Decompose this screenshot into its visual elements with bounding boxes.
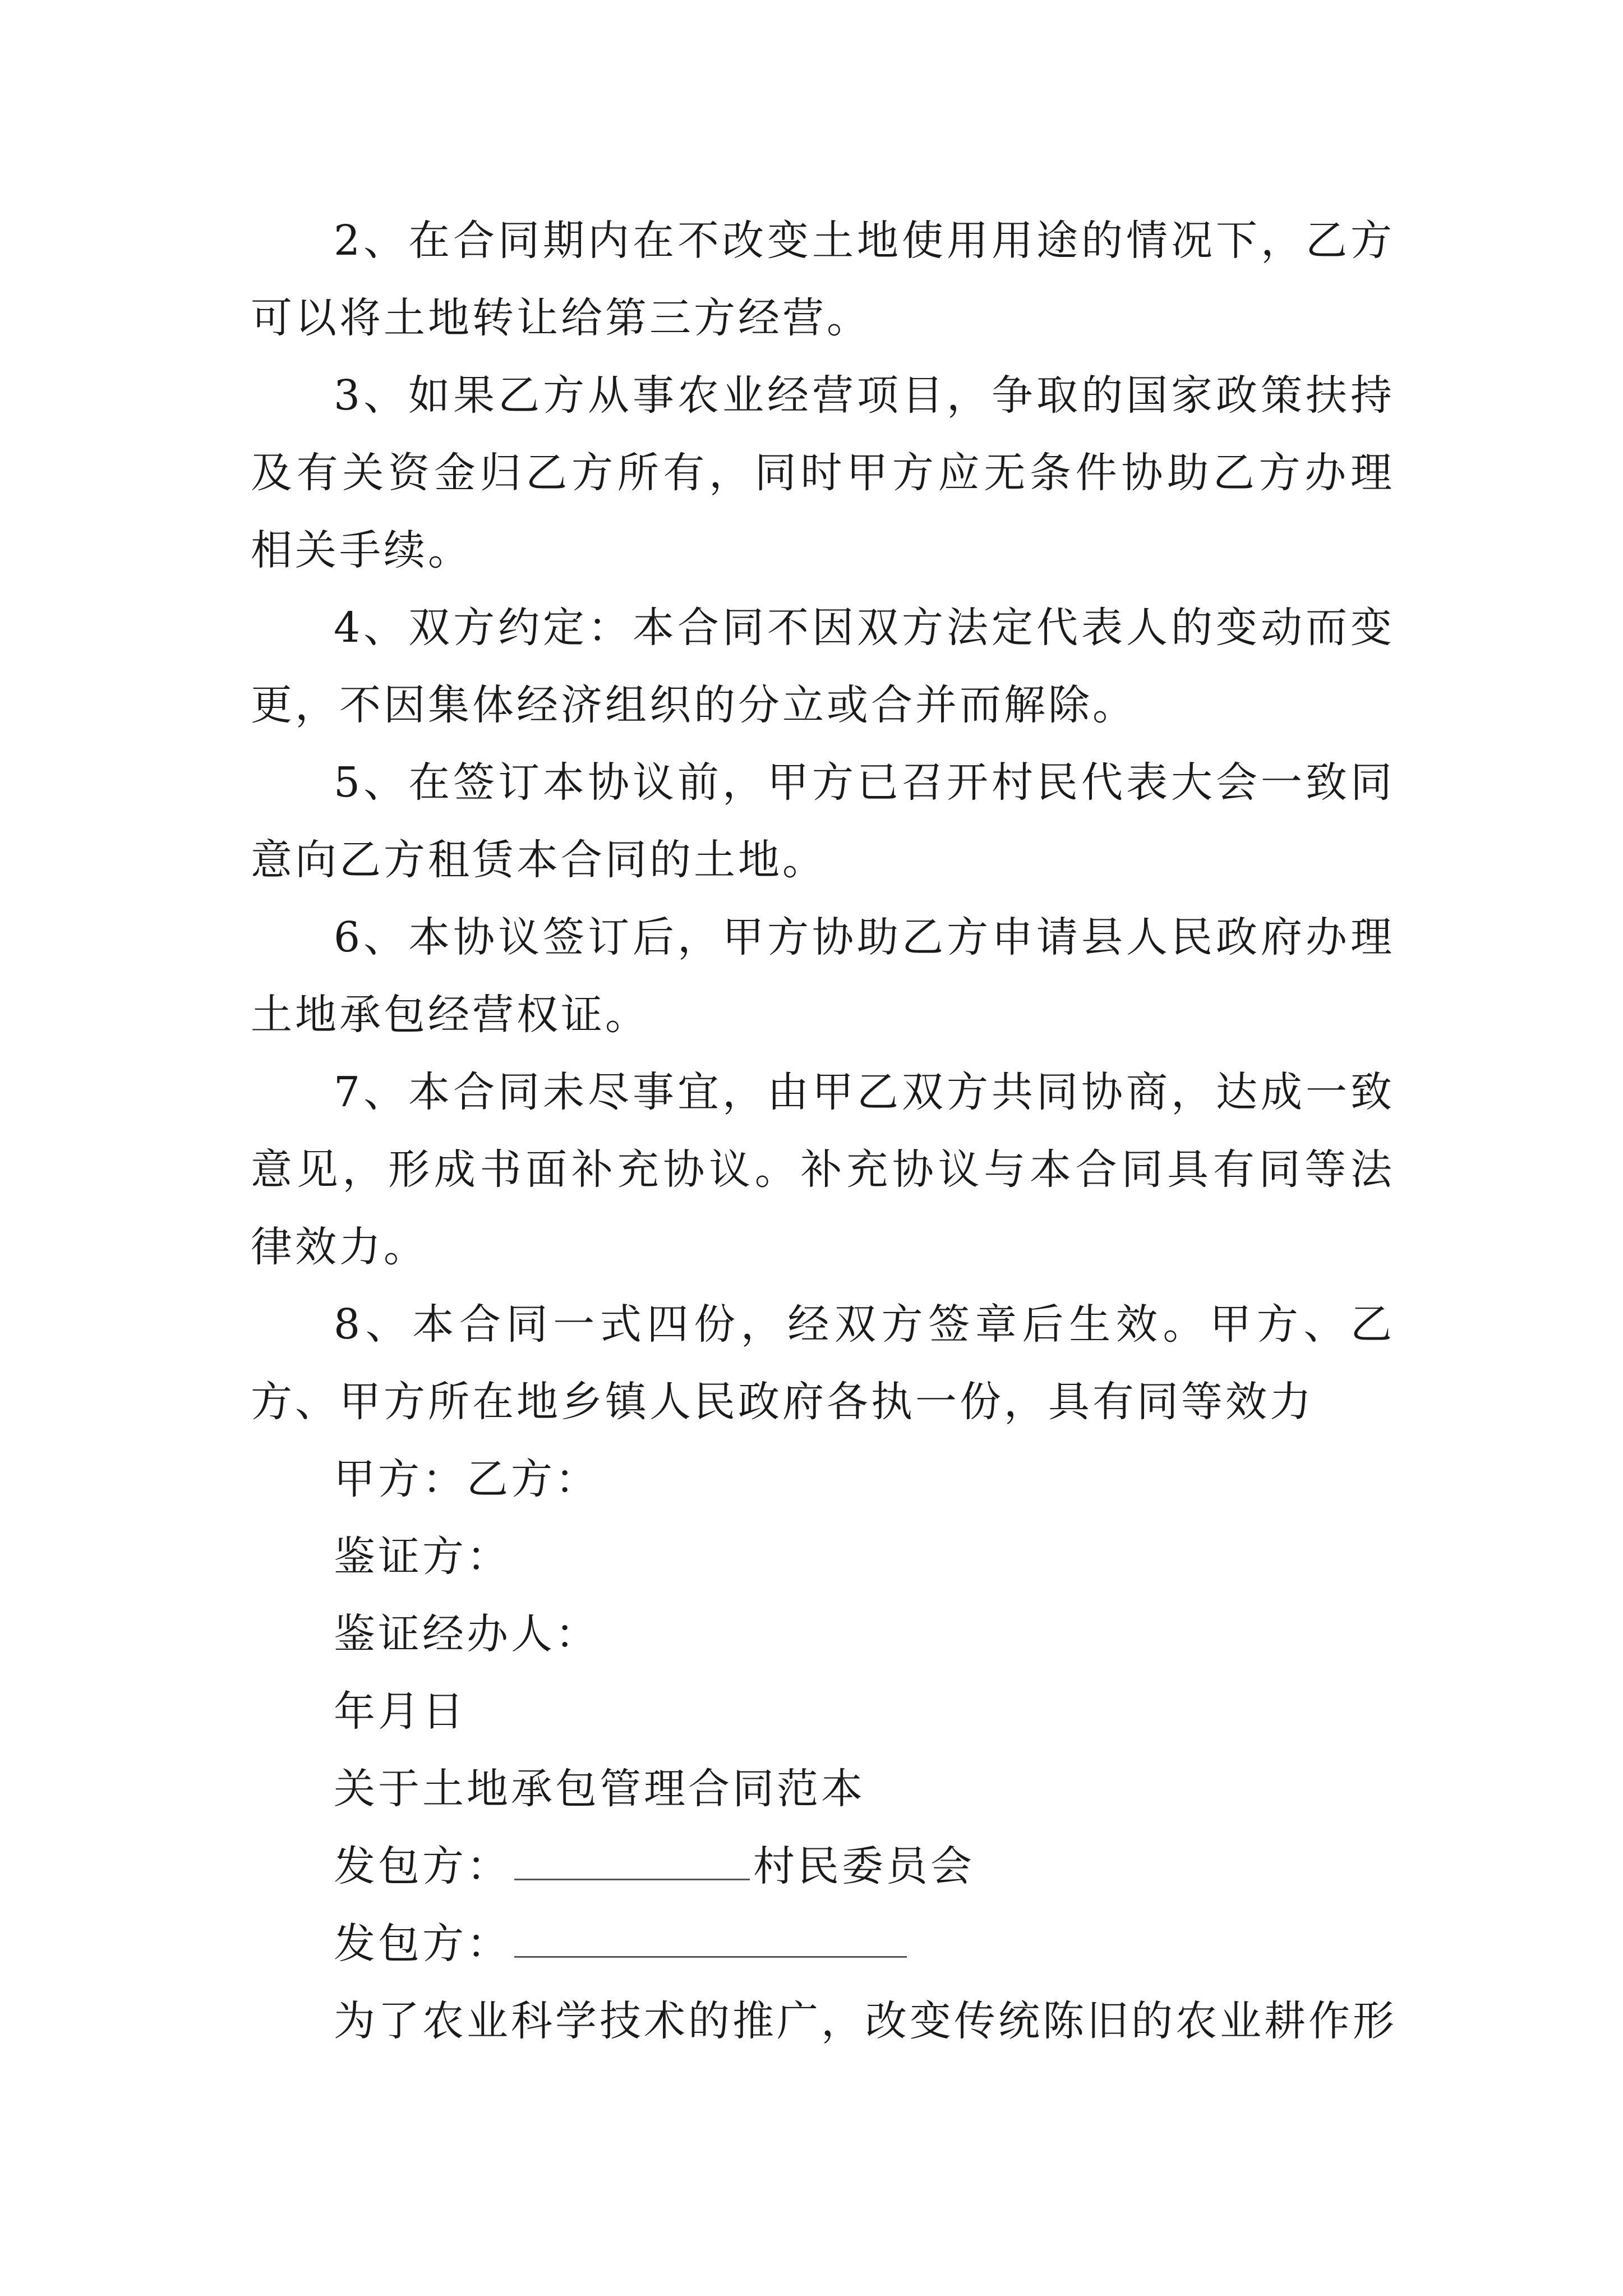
clause-5: 5、在签订本协议前，甲方已召开村民代表大会一致同意向乙方租赁本合同的土地。 — [251, 758, 1395, 884]
document-body — [251, 202, 1395, 2060]
clause-3: 3、如果乙方从事农业经营项目，争取的国家政策扶持及有关资金归乙方所有，同时甲方应无条件协助乙方办理相关手续。 — [251, 371, 1395, 574]
issuer-label-1: 发包方： — [334, 1842, 511, 1890]
clause-7: 7、本合同未尽事宜，由甲乙双方共同协商，达成一致意见，形成书面补充协议。补充协议与本合同具有同等法律效力。 — [251, 1068, 1395, 1271]
signature-parties: 甲方：乙方： — [334, 1455, 600, 1503]
issuer-blank-2 — [514, 1917, 907, 1958]
issuer-suffix-1: 村民委员会 — [753, 1842, 975, 1890]
signature-date: 年月日 — [334, 1687, 467, 1736]
clause-6: 6、本协议签订后，甲方协助乙方申请县人民政府办理土地承包经营权证。 — [251, 913, 1395, 1039]
intro-paragraph: 为了农业科学技术的推广，改变传统陈旧的农业耕作形 — [334, 1997, 1397, 2045]
issuer-blank-1 — [514, 1839, 750, 1880]
contract-title: 关于土地承包管理合同范本 — [334, 1765, 865, 1813]
issuer-line-2 — [251, 1905, 1395, 1982]
clause-4: 4、双方约定：本合同不因双方法定代表人的变动而变更，不因集体经济组织的分立或合并而解除。 — [251, 604, 1395, 729]
issuer-line-1 — [251, 1828, 1395, 1905]
issuer-label-2: 发包方： — [334, 1920, 511, 1968]
signature-witness-agent: 鉴证经办人： — [334, 1610, 600, 1658]
clause-8: 8、本合同一式四份，经双方签章后生效。甲方、乙方、甲方所在地乡镇人民政府各执一份，具有同等效力 — [251, 1300, 1395, 1426]
signature-witness: 鉴证方： — [334, 1533, 511, 1581]
clause-2: 2、在合同期内在不改变土地使用用途的情况下，乙方可以将土地转让给第三方经营。 — [251, 217, 1395, 342]
